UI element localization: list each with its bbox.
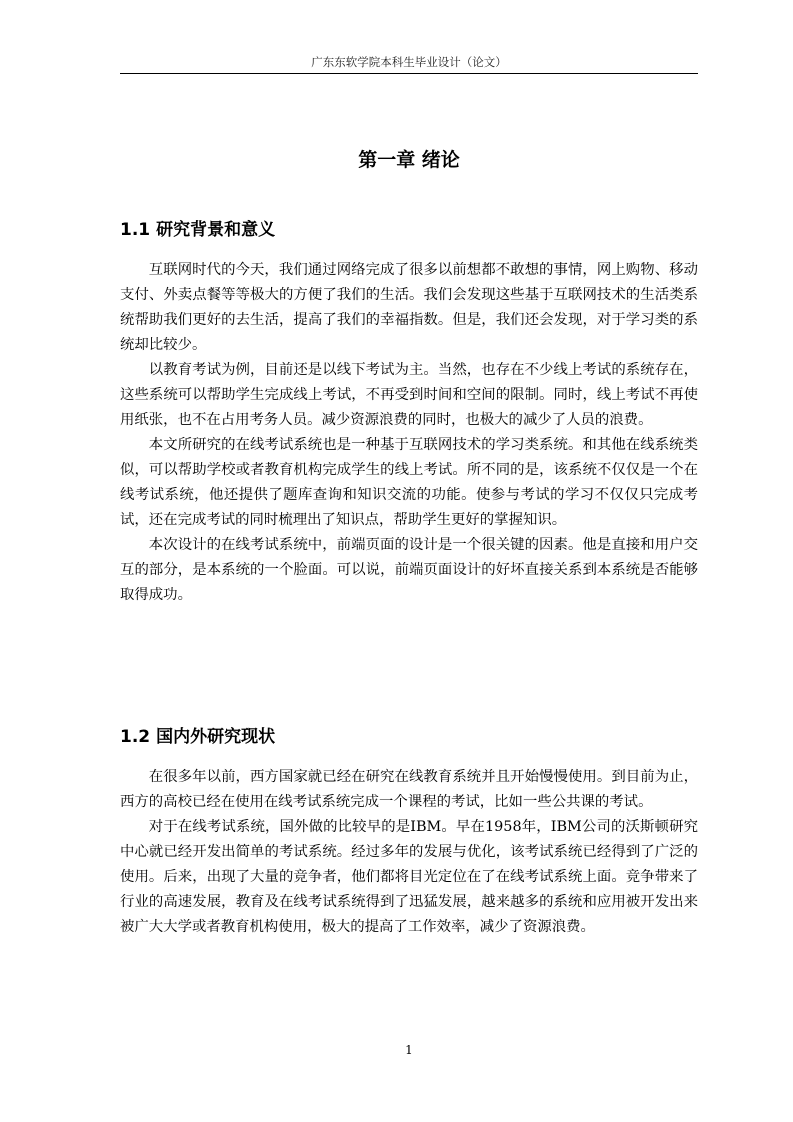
chapter-title: 第一章 绪论	[358, 149, 460, 171]
running-header: 广东东软学院本科生毕业设计（论文）	[120, 54, 698, 74]
section-number: 1.1	[120, 220, 151, 240]
paragraph: 本次设计的在线考试系统中，前端页面的设计是一个很关键的因素。他是直接和用户交互的部分，是本系统的一个脸面。可以说，前端页面设计的好坏直接关系到本系统是否能够取得成功。	[120, 537, 698, 603]
section-number: 1.2	[120, 727, 151, 747]
section-body-1-2	[120, 765, 698, 940]
section-title-text: 研究背景和意义	[156, 220, 276, 240]
paragraph: 在很多年以前，西方国家就已经在研究在线教育系统并且开始慢慢使用。到目前为止，西方的高校已经在使用在线考试系统完成一个课程的考试，比如一些公共课的考试。	[120, 769, 698, 810]
paragraph: 以教育考试为例，目前还是以线下考试为主。当然，也存在不少线上考试的系统存在，这些系统可以帮助学生完成线上考试，不再受到时间和空间的限制。同时，线上考试不再使用纸张，也不在占用考务人员。减少资源浪费的同时，也极大的减少了人员的浪费。	[120, 362, 698, 428]
page-number: 1	[405, 1043, 413, 1057]
paragraph: 互联网时代的今天，我们通过网络完成了很多以前想都不敢想的事情，网上购物、移动支付、外卖点餐等等极大的方便了我们的生活。我们会发现这些基于互联网技术的生活类系统帮助我们更好的去生活，提高了我们的幸福指数。但是，我们还会发现，对于学习类的系统却比较少。	[120, 262, 698, 353]
section-body-1-1	[120, 258, 698, 608]
paragraph: 对于在线考试系统，国外做的比较早的是IBM。早在1958年，IBM公司的沃斯顿研究中心就已经开发出简单的考试系统。经过多年的发展与优化，该考试系统已经得到了广泛的使用。后来，出现了大量的竞争者，他们都将目光定位在了在线考试系统上面。竞争带来了行业的高速发展，教育及在线考试系统得到了迅猛发展，越来越多的系统和应用被开发出来被广大大学或者教育机构使用，极大的提高了工作效率，减少了资源浪费。	[120, 819, 698, 935]
section-heading-1-2	[120, 724, 698, 750]
paragraph: 本文所研究的在线考试系统也是一种基于互联网技术的学习类系统。和其他在线系统类似，可以帮助学校或者教育机构完成学生的线上考试。所不同的是，该系统不仅仅是一个在线考试系统，他还提供了题库查询和知识交流的功能。使参与考试的学习不仅仅只完成考试，还在完成考试的同时梳理出了知识点，帮助学生更好的掌握知识。	[120, 437, 698, 528]
section-title-text: 国内外研究现状	[156, 727, 276, 747]
section-heading-1-1	[120, 217, 698, 243]
